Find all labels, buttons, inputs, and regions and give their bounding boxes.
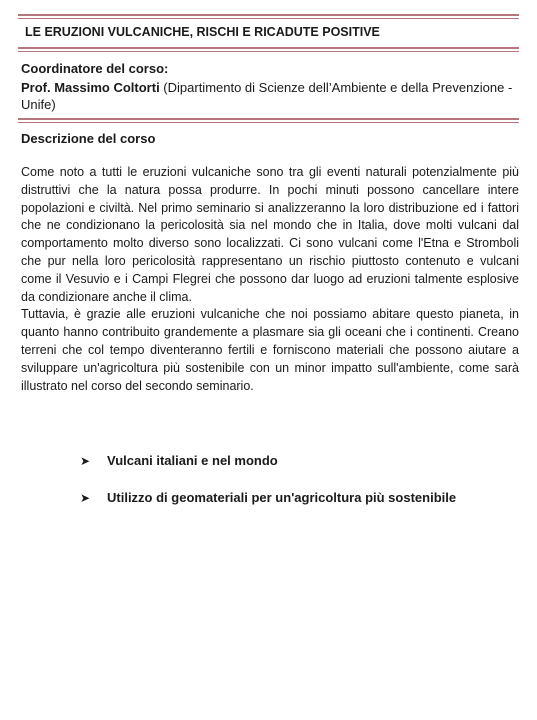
description-label: Descrizione del corso (21, 131, 156, 146)
arrow-bullet-icon: ➤ (80, 453, 91, 468)
description-paragraph: Tuttavia, è grazie alle eruzioni vulcaniche che noi possiamo abitare questo pianeta, in quanto hanno contribuito grandemente a plasmare sia gli oceani che i continenti. Creano terreni che col tempo diventeranno fertili e forniscono materiali che possono aiutare a sviluppare un'agricoltura più sostenibile con un minor impatto sull'ambiente, come sarà illustrato nel corso del secondo seminario. (21, 307, 519, 393)
coordinator-name: Prof. Massimo Coltorti (21, 80, 160, 95)
document-title: LE ERUZIONI VULCANICHE, RISCHI E RICADUTE POSITIVE (25, 25, 380, 39)
arrow-bullet-icon: ➤ (80, 490, 91, 505)
coordinator-line (21, 79, 521, 113)
seminar-list (80, 451, 456, 525)
description-body (21, 164, 519, 395)
coordinator-divider (18, 118, 519, 123)
seminar-item (80, 451, 456, 470)
coordinator-label: Coordinatore del corso: (21, 61, 169, 76)
coordinator-affiliation: (Dipartimento di Scienze dell’Ambiente e della Prevenzione - Unife) (21, 80, 513, 112)
title-divider (18, 47, 519, 52)
description-paragraph: Come noto a tutti le eruzioni vulcaniche sono tra gli eventi naturali potenzialmente più distruttivi che la natura possa produrre. In pochi minuti possono cancellare intere popolazioni e civiltà. Nel primo seminario si analizzeranno la loro distribuzione ed i fattori che ne condizionano la pericolosità sia nel mondo che in Italia, dove molti vulcani dal comportamento molto diverso sono localizzati. Ci sono vulcani come l'Etna e Stromboli che pur nella loro pericolosità rappresentano un rischio piuttosto contenuto e vulcani come il Vesuvio e i Campi Flegrei che possono dar luogo ad eruzioni talmente esplosive da condizionare anche il clima. (21, 165, 519, 304)
seminar-label: Utilizzo di geomateriali per un'agricoltura più sostenibile (107, 490, 457, 505)
seminar-item (80, 488, 456, 507)
seminar-label: Vulcani italiani e nel mondo (107, 453, 278, 468)
top-divider (18, 14, 519, 19)
